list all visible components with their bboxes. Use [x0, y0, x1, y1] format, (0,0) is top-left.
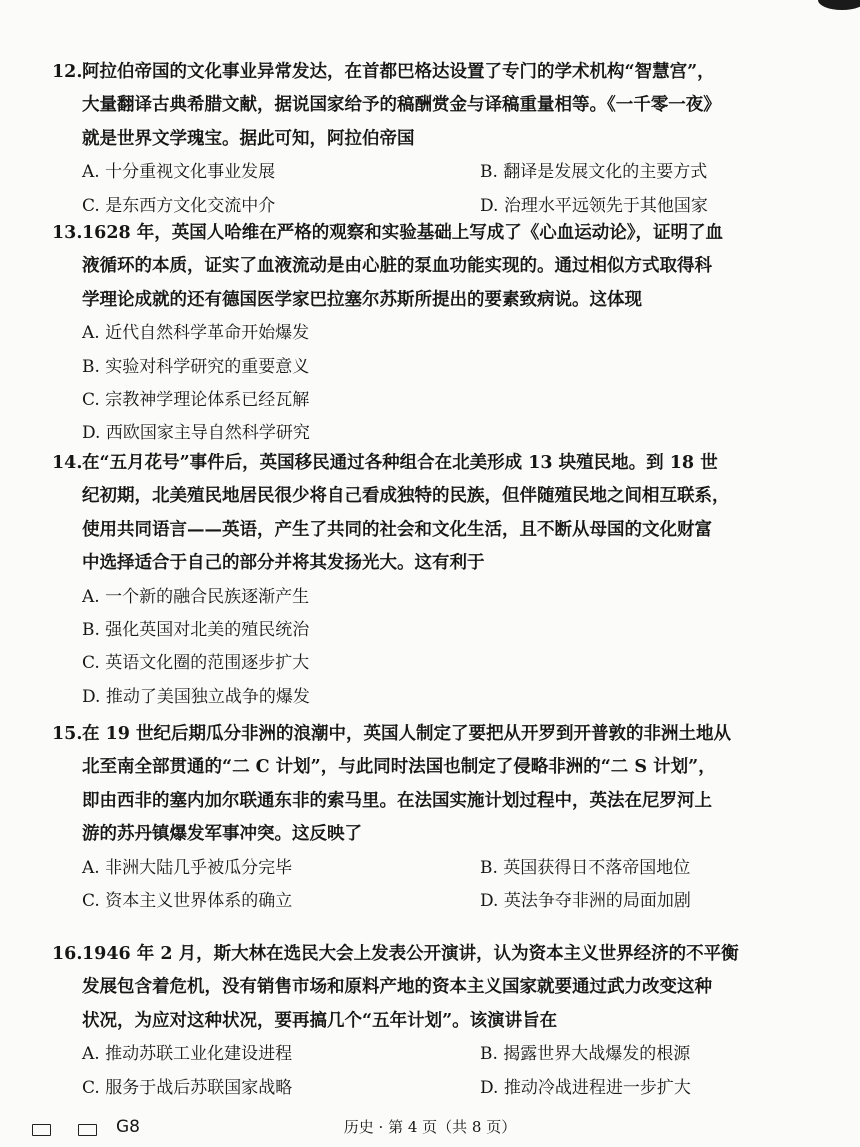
- question-number: 12.: [52, 62, 83, 82]
- option-c: C. 英语文化圈的范围逐步扩大: [82, 653, 310, 674]
- stem-line: 状况，为应对这种状况，要再搞几个“五年计划”。该演讲旨在: [82, 1010, 558, 1031]
- paper-code: G8: [116, 1117, 140, 1137]
- stem-line: 在“五月花号”事件后，英国移民通过各种组合在北美形成 13 块殖民地。到 18 世: [82, 453, 718, 473]
- question-stem: [50, 447, 810, 581]
- page-number: 历史 · 第 4 页（共 8 页）: [343, 1118, 517, 1136]
- option-a: A. 一个新的融合民族逐渐产生: [82, 586, 310, 607]
- question-12: [50, 56, 810, 223]
- option-d: D. 治理水平远领先于其他国家: [480, 195, 708, 216]
- stem-line: 液循环的本质，证实了血液流动是由心脏的泵血功能实现的。通过相似方式取得科: [82, 256, 712, 277]
- question-stem: [50, 217, 810, 317]
- option-a: A. 十分重视文化事业发展: [82, 162, 276, 183]
- options: [50, 156, 810, 223]
- stem-line: 游的苏丹镇爆发军事冲突。这反映了: [82, 824, 362, 845]
- options: [50, 1038, 810, 1105]
- option-a: A. 近代自然科学革命开始爆发: [82, 323, 310, 344]
- question-stem: [50, 56, 810, 156]
- stem-line: 就是世界文学瑰宝。据此可知，阿拉伯帝国: [82, 128, 415, 149]
- question-stem: [50, 718, 810, 852]
- option-d: D. 西欧国家主导自然科学研究: [82, 423, 310, 444]
- stem-line: 即由西非的塞内加尔联通东非的索马里。在法国实施计划过程中，英法在尼罗河上: [82, 790, 712, 811]
- question-number: 13.: [52, 223, 83, 243]
- stem-line: 北至南全部贯通的“二 C 计划”，与此同时法国也制定了侵略非洲的“二 S 计划”，: [82, 757, 716, 778]
- options: [50, 581, 810, 715]
- stem-line: 中选择适合于自己的部分并将其发扬光大。这有利于: [82, 553, 485, 574]
- stem-line: 发展包含着危机，没有销售市场和原料产地的资本主义国家就要通过武力改变这种: [82, 977, 712, 998]
- option-c: C. 是东西方文化交流中介: [82, 195, 276, 216]
- option-c: C. 宗教神学理论体系已经瓦解: [82, 390, 310, 410]
- page-footer: [0, 1110, 860, 1140]
- option-d: D. 推动冷战进程进一步扩大: [480, 1077, 691, 1098]
- option-b: B. 英国获得日不落帝国地位: [480, 857, 691, 878]
- option-d: D. 推动了美国独立战争的爆发: [82, 686, 310, 707]
- question-16: [50, 938, 810, 1105]
- question-14: [50, 447, 810, 714]
- option-d: D. 英法争夺非洲的局面加剧: [480, 891, 691, 912]
- question-stem: [50, 938, 810, 1038]
- question-number: 15.: [52, 724, 83, 744]
- question-15: [50, 718, 810, 918]
- stem-line: 学理论成就的还有德国医学家巴拉塞尔苏斯所提出的要素致病说。这体现: [82, 289, 642, 310]
- stem-line: 使用共同语言——英语，产生了共同的社会和文化生活，且不断从母国的文化财富: [82, 519, 712, 540]
- stem-line: 1628 年，英国人哈维在严格的观察和实验基础上写成了《心血运动论》，证明了血: [82, 223, 724, 243]
- option-b: B. 揭露世界大战爆发的根源: [480, 1044, 691, 1065]
- options: [50, 852, 810, 919]
- stem-line: 纪初期，北美殖民地居民很少将自己看成独特的民族，但伴随殖民地之间相互联系，: [82, 486, 730, 507]
- option-c: C. 服务于战后苏联国家战略: [82, 1077, 293, 1098]
- question-13: [50, 217, 810, 451]
- option-b: B. 实验对科学研究的重要意义: [82, 356, 310, 377]
- stem-line: 大量翻译古典希腊文献，据说国家给予的稿酬赏金与译稿重量相等。《一千零一夜》: [82, 95, 721, 116]
- option-c: C. 资本主义世界体系的确立: [82, 891, 293, 912]
- option-a: A. 非洲大陆几乎被瓜分完毕: [82, 857, 293, 878]
- option-b: B. 强化英国对北美的殖民统治: [82, 620, 310, 641]
- stem-line: 在 19 世纪后期瓜分非洲的浪潮中，英国人制定了要把从开罗到开普敦的非洲土地从: [82, 724, 732, 744]
- question-number: 14.: [52, 453, 83, 473]
- stem-line: 1946 年 2 月，斯大林在选民大会上发表公开演讲，认为资本主义世界经济的不平衡: [82, 944, 739, 964]
- option-a: A. 推动苏联工业化建设进程: [82, 1044, 293, 1065]
- question-number: 16.: [52, 944, 83, 964]
- options: [50, 317, 810, 451]
- stem-line: 阿拉伯帝国的文化事业异常发达，在首都巴格达设置了专门的学术机构“智慧宫”，: [82, 62, 715, 82]
- option-b: B. 翻译是发展文化的主要方式: [480, 162, 708, 183]
